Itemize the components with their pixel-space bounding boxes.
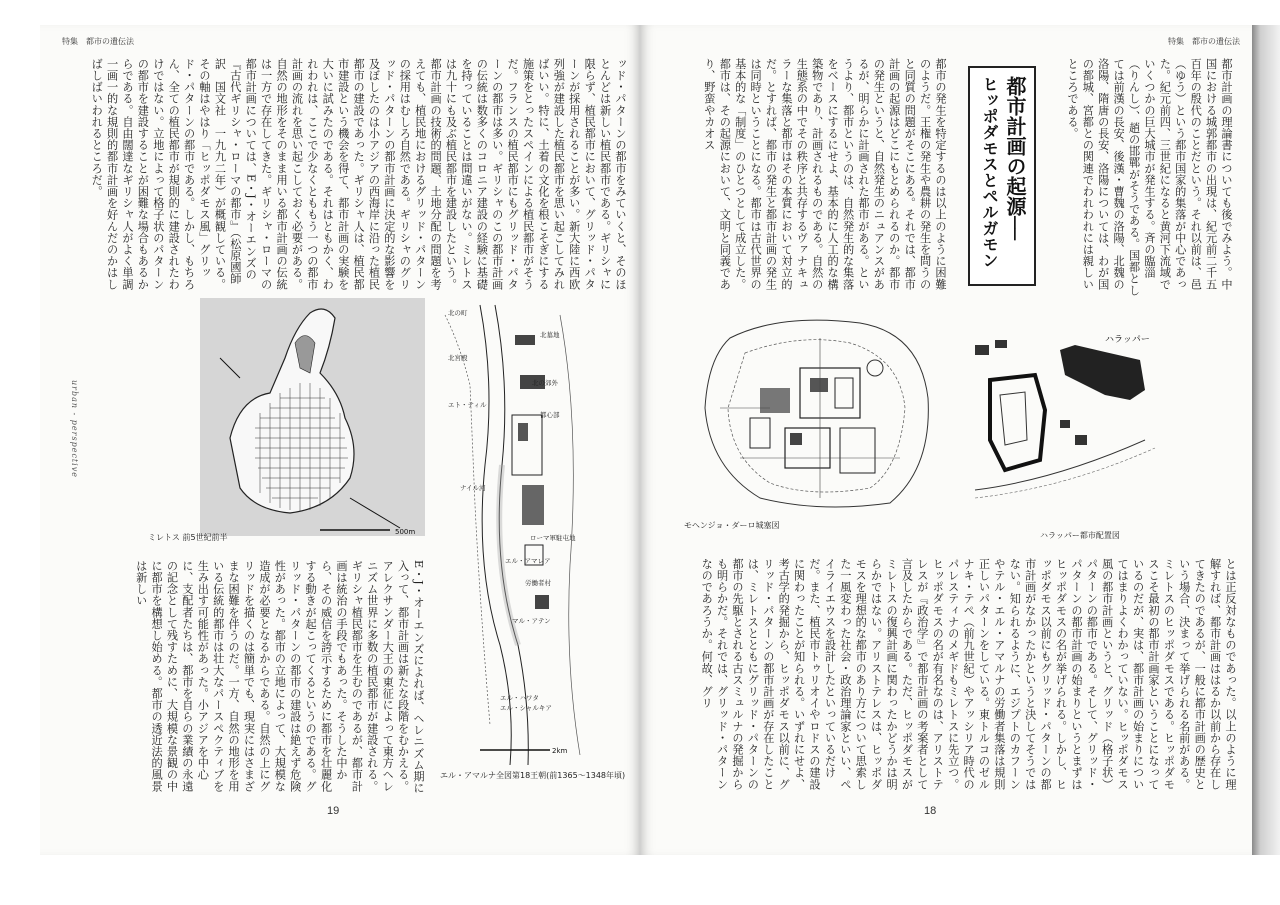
amarna-label: 都心部 [540,411,560,419]
amarna-label: 北宮殿 [448,354,468,362]
body-text-right-top: 都市計画の理論書についても後でみよう。中国における城郭都市の出現は、紀元前二千五百年の殷代のことだという。それ以前は、邑（ゆう）という都市国家的集落が中心であった。紀元前四、三世紀になると黄河下流域でいくつかの巨大城市が発生する。斉の臨淄（りんし）、趙の邯鄲がそうである。国都としては前漢の長安、後漢・曹魏の洛陽、北魏の洛陽、隋唐の長安、洛陽については、わが国の都城、宮都との関連でわれわれには親しいところである。 [1065,58,1233,296]
miletus-map [200,298,425,536]
amarna-labels [448,308,576,712]
amarna-label: エル・シャルキア [500,704,552,712]
caption-el-amarna: エル・アマルナ全図第18王朝(前1365〜1348年頃) [440,771,626,780]
page-number-left: 19 [327,805,340,817]
page-edge [1252,25,1280,855]
caption-miletus: ミレトス 前5世紀前半 [148,533,228,542]
body-text-right-lower: とは正反対なものであった。以上のように理解すれば、都市計画ははるか以前から存在してきたのであるが、一般に都市計画の歴史という場合、決まって挙げられる名前がある。ミレトスのヒッポダモスである。ヒッポダモスこそ最初の都市計画家ということになっているのだが、実は、都市計画の始まりについてはまりよくわかっていない。ヒッポダモス風の都市計画というと、グリッド（格子状）パターンの都市である。そして、グリッド・パターンの都市計画の始まりというとまずはヒッポダモスの名が挙げられる。しかし、ヒッポダモス以前にもグリッド・パターンの都市計画がなかったかというと決してそうではない。知られるように、エジプトのカフーンやテル・エル・アマルナの労働者集落は規則正しいパターンをしている。東トルコのゼルナキ・テペ（前九世紀）やアッシリア時代のパレスティナのメギドもミレトスに先立つ。ヒッポダモスの名が有名なのは、アリストテレスが『政治学』で都市計画の考案者として言及したからである。ただ、ヒッポダモスがミレトスの復興計画に関わったかどうかは明らかではない。アリストテレスは、ヒッポダモスを理想的な都市のあり方について思索した一風変わった社会・政治理論家といい、ペイライエウスを設計したといっているだけだ。また、植民市トゥリオイやロドスの建設に関わったことが知られる。いずれにせよ、考古学的発掘から、ヒッポダモス以前に、グリッド・パターンの都市計画が存在したことは、ミレトスとともにグリッド・パターンの都市の先駆とされる古スミュルナの発掘からも明らかだ。それでは、グリッド・パターンなのであろうか。何故、グリ [700,558,1237,790]
amarna-label: ナイル河 [460,484,486,492]
margin-note: urban - perspective [70,380,79,478]
section-title-line2: ヒッポダモスとペルガモン [980,76,999,268]
figure-harappa [965,320,1160,510]
body-text-right-section: 都市の発生を特定するのは以上のように困難のようだ。王権の発生や農耕の発生を問うのと同質の問題がそこにある。それでは、都市計画の起源はどこにもとめられるのか。都市の発生というと、自然発生のニュアンスがあるが、明らかに計画された都市がある。というより、都市というのは、自然発生的な集落をベースにするにせよ、基本的に人工的な構築物であり、計画されるものである。自然の生態系の中でその秩序と共存するヴァナキュラーな集落と都市はその本質において対立的だ。とすれば、都市の発生と都市計画の発生は同時ということになる。都市は古代世界の基本的な「制度」のひとつとして成立した。都市は、その起源において、文明と同義であり、野蛮やカオス [702,58,947,290]
running-header-left: 特集 都市の遺伝法 [62,37,134,46]
amarna-label: エル・ハワタ [500,694,539,702]
amarna-label: 北の郊外 [532,379,558,387]
caption-mohenjo-daro: モヘンジョ・ダーロ城塞図 [684,521,780,530]
figure-mohenjo-daro [690,308,940,518]
caption-harappa: ハラッパー都市配置図 [1040,531,1120,540]
amarna-label: マル・アテン [512,617,551,625]
amarna-label: 労働者村 [525,579,551,587]
harappa-map [965,320,1160,510]
page-number-right: 18 [924,805,937,817]
harappa-label: ハラッパー [1105,335,1150,345]
amarna-label: 北墓地 [540,331,560,339]
amarna-label: エル・アマレア [505,557,551,565]
section-title-line1: 都市計画の起源── [1003,76,1027,241]
el-amarna-map [440,305,590,765]
section-heading [968,66,1036,286]
amarna-label: 北の町 [448,309,468,317]
mohenjo-daro-map [690,308,940,518]
body-text-left-top: ッド・パターンの都市をみていくと、そのほとんどは新しい植民都市である。ギリシャに限らず、植民都市において、グリッド・パターンが採用されることが多い。新大陸に西欧列強が建設した植民都市を思い起こしてみればいい。特に、土着の文化を根こそぎにする施策をとったスペインによる植民都市がそうだ。フランスの植民都市にもグリッド・パターンの都市は多い。ギリシャのこの都市計画の伝統は数多くのコロニア建設の経験に基礎を持っていることは間違いがない。ミレトスは九十にも及ぶ植民都市を建設したという。都市計画の技術的問題、土地分配の問題を考えても、植民地におけるグリッド・パターンの採用はむしろ自然である。ギリシャのグリッド・パターンの都市計画に決定的な影響を及ぼしたのは小アジアの西海岸に沿った植民都市の建設であった。ギリシャ人は、植民都市建設という機会を得て、都市計画の実験を大いに試みたのである。それはともかく、われわれは、ここで少なくとももう一つの都市計画の流れを思い起こしておく必要がある。自然の地形をそのまま用いる都市計画の伝統は一方で存在してきた。ギリシャ・ローマの都市計画については、E・J・オーエンズの『古代ギリシャ・ローマの都市』（松原國師訳 国文社 一九九二年）が概観している。その軸はやはり「ヒッポダモス風」グリッド・パターンの都市である。しかし、もちろん、全ての植民都市が規則的に建設されたわけではない。立地によって格子状のパターンの都市を建設することが困難な場合もあるからである。自由闊達なギリシャ人がよく単調一画一的な規則的都市計画を好んだのかはしばしばいわれるところだ。 [90,58,627,290]
amarna-scale-label: 2km [552,747,568,755]
amarna-label: ローマ軍駐屯地 [530,534,576,542]
body-text-left-lower: E・J・オーエンズによれば、ヘレニズム期に入って、都市計画は新たな段階をむかえる。アレクサンダー大王の東征によって東方ヘレニズム世界に多数の植民都市が建設される。ギリシャ植民都市を生むのであるが、都市計画は統治の手段でもあった。そうした中から、その威信を誇示するために都市を壮麗化する動きが起こってくるというのである。グリッド・パターンの都市の建設は絶えず危険性があった。都市の立地によって、大規模な造成が必要となるからである。自然の上にグリッドを描くのは簡単でも、現実にはさまざまな困難を伴うのだ。一方、自然の地形を用いる伝統的都市は壮大なパースペクティブを生み出す可能性があった。小アジアを中心に、支配者たちは、都市を自らの業績の永遠の記念として残すために、大規模な景観の中に都市を構想し始める。都市の透近法的風景は新しい [134,560,425,794]
miletus-scale-label: 500m [395,528,416,536]
amarna-label: エト・ティル [448,401,487,409]
figure-el-amarna [440,305,590,765]
figure-miletus [200,298,425,536]
running-header-right: 特集 都市の遺伝法 [1168,37,1240,46]
